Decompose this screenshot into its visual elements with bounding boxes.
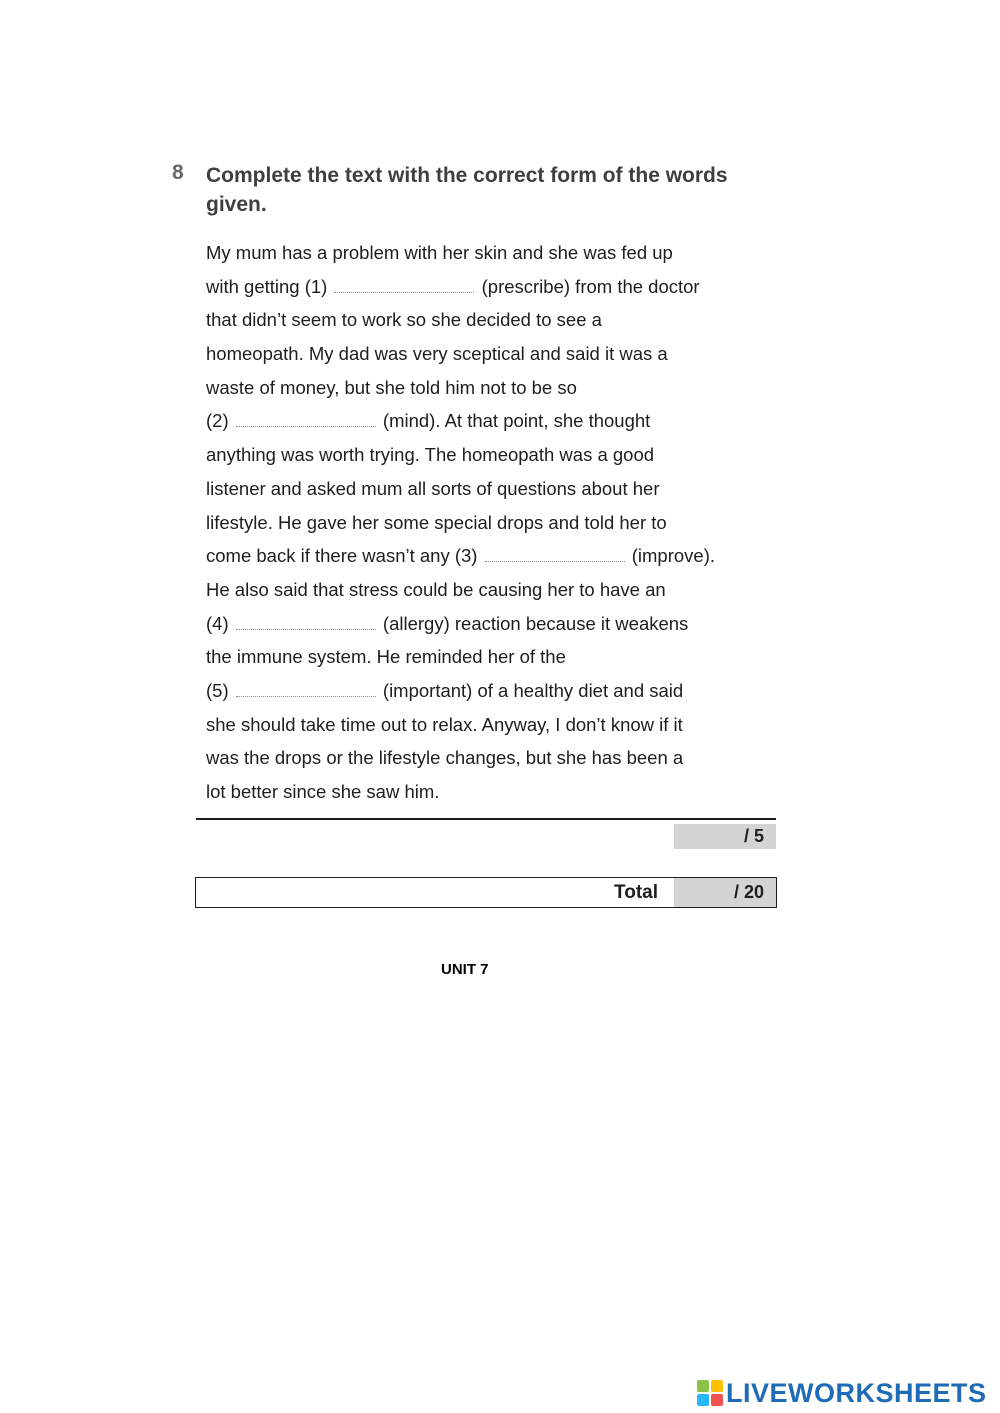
passage-line: waste of money, but she told him not to be so — [206, 376, 577, 398]
passage-line: (2) (mind). At that point, she thought — [206, 410, 651, 432]
passage-line: with getting (1) (prescribe) from the doctor — [206, 275, 700, 297]
liveworksheets-logo-icon — [697, 1380, 723, 1406]
passage-line: lifestyle. He gave her some special drops and told her to — [206, 511, 667, 533]
passage-line: come back if there wasn’t any (3) (improve). — [206, 545, 715, 567]
exercise-instruction: Complete the text with the correct form of the words given. — [206, 164, 728, 216]
section-score: / 5 — [674, 824, 776, 849]
answer-blank-3[interactable] — [485, 547, 625, 562]
total-label: Total — [614, 882, 658, 903]
logo-square — [697, 1380, 709, 1392]
logo-square — [711, 1394, 723, 1406]
answer-blank-4[interactable] — [236, 615, 376, 630]
passage-line: (4) (allergy) reaction because it weakens — [206, 612, 689, 634]
answer-blank-2[interactable] — [236, 412, 376, 427]
passage-line: My mum has a problem with her skin and she was fed up — [206, 242, 673, 263]
passage-line: (5) (important) of a healthy diet and said — [206, 679, 684, 701]
passage-line: the immune system. He reminded her of the — [206, 646, 566, 668]
passage-line: she should take time out to relax. Anyway, I don’t know if it — [206, 713, 683, 735]
passage-line: was the drops or the lifestyle changes, but she has been a — [206, 747, 684, 769]
logo-square — [697, 1394, 709, 1406]
answer-blank-1[interactable] — [334, 278, 474, 293]
passage-line: listener and asked mum all sorts of questions about her — [206, 477, 660, 499]
unit-label: UNIT 7 — [441, 961, 489, 978]
total-score-row — [195, 877, 777, 908]
exercise-number: 8 — [172, 161, 184, 184]
brand-name: LIVEWORKSHEETS — [726, 1377, 987, 1408]
passage-line: homeopath. My dad was very sceptical and said it was a — [206, 343, 668, 365]
passage-line: lot better since she saw him. — [206, 781, 440, 802]
passage-line: that didn’t seem to work so she decided to see a — [206, 309, 602, 331]
passage-text — [206, 236, 786, 809]
section-score-row — [196, 818, 776, 849]
answer-blank-5[interactable] — [236, 682, 376, 697]
total-score: / 20 — [674, 878, 776, 907]
liveworksheets-brand — [697, 1376, 987, 1410]
passage-line: He also said that stress could be causing her to have an — [206, 578, 666, 600]
logo-square — [711, 1380, 723, 1392]
passage-line: anything was worth trying. The homeopath was a good — [206, 444, 655, 466]
